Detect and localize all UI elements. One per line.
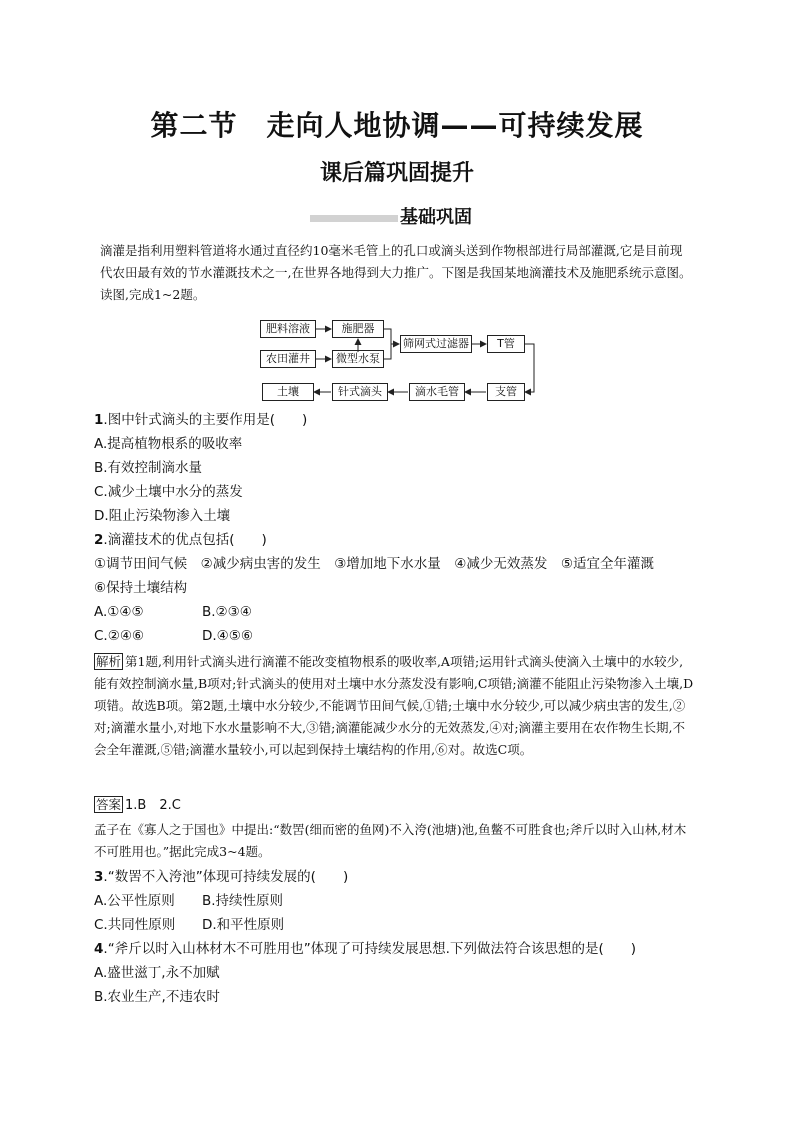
question-3 <box>94 866 348 888</box>
q3-option-c[interactable]: C.共同性原则 <box>94 917 176 933</box>
answer-tag: 答案 <box>96 797 122 812</box>
question-2 <box>94 529 267 551</box>
answer-text: 1.B 2.C <box>125 798 181 813</box>
q1-option-b[interactable]: B.有效控制滴水量 <box>94 460 203 476</box>
question-number: 3 <box>94 869 104 885</box>
question-4 <box>94 938 636 960</box>
node-soil: 土壤 <box>262 383 314 401</box>
node-well: 农田灌井 <box>260 350 316 368</box>
answer-block <box>94 795 694 817</box>
q4-option-b[interactable]: B.农业生产,不违农时 <box>94 989 220 1005</box>
q2-option-b[interactable]: B.②③④ <box>202 604 252 620</box>
node-fertilizer-solution: 肥料溶液 <box>260 320 316 338</box>
question-stem: .图中针式滴头的主要作用是( ) <box>103 412 308 428</box>
q3-option-d[interactable]: D.和平性原则 <box>202 917 285 933</box>
q1-option-c[interactable]: C.减少土壤中水分的蒸发 <box>94 484 243 500</box>
intro-passage-1: 滴灌是指利用塑料管道将水通过直径约10毫米毛管上的孔口或滴头送到作物根部进行局部灌溉,它是目前现代农田最有效的节水灌溉技术之一,在世界各地得到大力推广。下图是我国某地滴灌技术及施肥系统示意图。读图,完成1~2题。 <box>100 243 692 302</box>
q2-option-a[interactable]: A.①④⑤ <box>94 604 144 620</box>
q1-option-d[interactable]: D.阻止污染物渗入土壤 <box>94 508 231 524</box>
page-subtitle: 课后篇巩固提升 <box>319 161 474 186</box>
analysis-block <box>94 651 694 761</box>
node-branch-pipe: 支管 <box>487 383 525 401</box>
q3-option-a[interactable]: A.公平性原则 <box>94 893 175 909</box>
node-fertilizer-applicator: 施肥器 <box>332 320 384 338</box>
section-heading: 基础巩固 <box>400 207 472 228</box>
question-number: 1 <box>94 412 104 428</box>
page-title: 第二节 走向人地协调——可持续发展 <box>150 109 644 142</box>
q2-option-d[interactable]: D.④⑤⑥ <box>202 628 253 644</box>
question-stem: .“数罟不入洿池”体现可持续发展的( ) <box>103 869 349 885</box>
node-drip-capillary: 滴水毛管 <box>409 383 465 401</box>
analysis-tag: 解析 <box>96 654 122 669</box>
q2-items-line-2: ⑥保持土壤结构 <box>94 580 188 596</box>
question-stem: .滴灌技术的优点包括( ) <box>103 532 267 548</box>
question-number: 4 <box>94 941 104 957</box>
q4-option-a[interactable]: A.盛世滋丁,永不加赋 <box>94 965 220 981</box>
q2-items-line-1: ①调节田间气候 ②减少病虫害的发生 ③增加地下水水量 ④减少无效蒸发 ⑤适宜全年灌溉 <box>94 556 655 572</box>
question-stem: .“斧斤以时入山林材木不可胜用也”体现了可持续发展思想.下列做法符合该思想的是( ) <box>103 941 637 957</box>
analysis-text: 第1题,利用针式滴头进行滴灌不能改变植物根系的吸收率,A项错;运用针式滴头使滴入土壤中的水较少,能有效控制滴水量,B项对;针式滴头的使用对土壤中水分蒸发没有影响,C项错;滴灌不能阻止污染物渗入土壤,D项错。故选B项。第2题,土壤中水分较少,不能调节田间气候,①错;土壤中水分较少,可以减少病虫害的发生,②对;滴灌水量小,对地下水水量影响不大,③错;滴灌能减少水分的无效蒸发,④对;滴灌主要用在农作物生长期,不会全年灌溉,⑤错;滴灌水量较小,可以起到保持土壤结构的作用,⑥对。故选C项。 <box>94 654 694 757</box>
q3-option-b[interactable]: B.持续性原则 <box>202 893 284 909</box>
q2-option-c[interactable]: C.②④⑥ <box>94 628 145 644</box>
intro-passage-2: 孟子在《寡人之于国也》中提出:“数罟(细而密的鱼网)不入洿(池塘)池,鱼鳖不可胜食也;斧斤以时入山林,材木不可胜用也。”据此完成3~4题。 <box>94 822 687 859</box>
node-t-pipe: T管 <box>487 335 525 353</box>
question-number: 2 <box>94 532 104 548</box>
node-needle-dripper: 针式滴头 <box>332 383 388 401</box>
node-micro-pump: 微型水泵 <box>332 350 384 368</box>
question-1 <box>94 409 307 431</box>
q1-option-a[interactable]: A.提高植物根系的吸收率 <box>94 436 243 452</box>
section-decor-bar <box>310 215 398 222</box>
node-screen-filter: 筛网式过滤器 <box>400 335 472 353</box>
